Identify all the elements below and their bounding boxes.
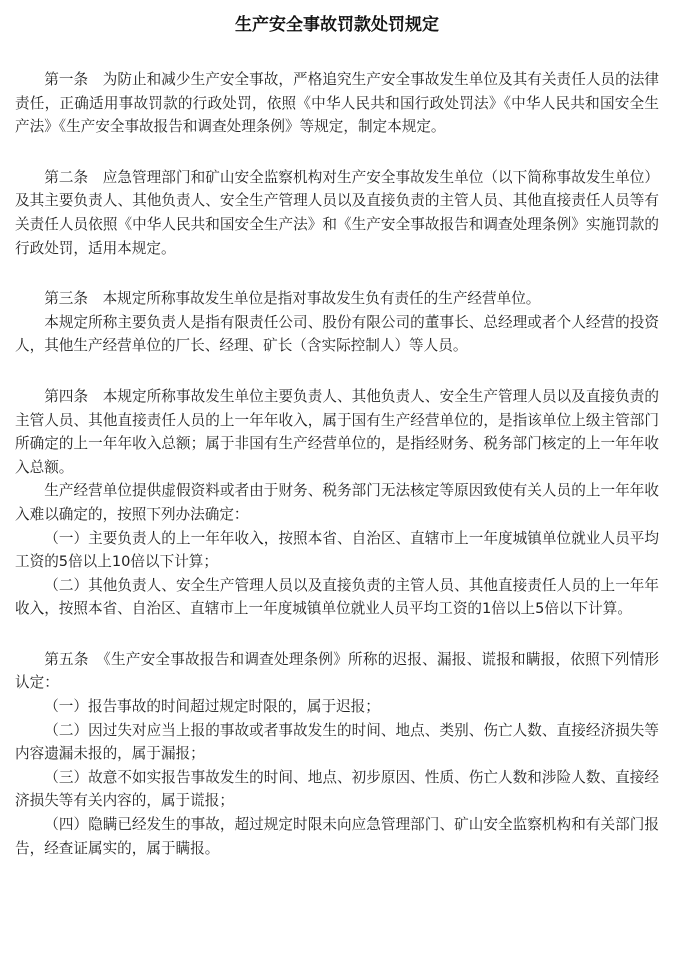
article-2 (15, 166, 659, 260)
article-4-paragraph-1: 第四条 本规定所称事故发生单位主要负责人、其他负责人、安全生产管理人员以及直接负责的主管人员、其他直接责任人员的上一年年收入，属于国有生产经营单位的，是指该单位上级主管部门所确定的上一年年收入总额；属于非国有生产经营单位的，是指经财务、税务部门核定的上一年年收入总额。 (15, 387, 659, 476)
article-5-paragraph-1: 第五条 《生产安全事故报告和调查处理条例》所称的迟报、漏报、谎报和瞒报，依照下列情形认定： (15, 650, 659, 692)
article-3 (15, 287, 659, 358)
article-5-item-3: （三）故意不如实报告事故发生的时间、地点、初步原因、性质、伤亡人数和涉险人数、直接经济损失等有关内容的，属于谎报； (15, 768, 659, 810)
document-title: 生产安全事故罚款处罚规定 (235, 15, 439, 35)
article-3-paragraph-1: 第三条 本规定所称事故发生单位是指对事故发生负有责任的生产经营单位。 (44, 290, 541, 308)
article-4-paragraph-2: 生产经营单位提供虚假资料或者由于财务、税务部门无法核定等原因致使有关人员的上一年年收入难以确定的，按照下列办法确定： (15, 482, 659, 523)
article-1 (15, 68, 659, 139)
article-2-paragraph-1: 第二条 应急管理部门和矿山安全监察机构对生产安全事故发生单位（以下简称事故发生单位）及其主要负责人、其他负责人、安全生产管理人员以及直接负责的主管人员、其他直接责任人员等有关责任人员依照《中华人民共和国安全生产法》和《生产安全事故报告和调查处理条例》实施罚款的行政处罚，适用本规定。 (15, 168, 659, 257)
article-5-item-1: （一）报告事故的时间超过规定时限的，属于迟报； (44, 698, 380, 716)
article-3-paragraph-2: 本规定所称主要负责人是指有限责任公司、股份有限公司的董事长、总经理或者个人经营的投资人，其他生产经营单位的厂长、经理、矿长（含实际控制人）等人员。 (15, 313, 659, 355)
article-5-item-2: （二）因过失对应当上报的事故或者事故发生的时间、地点、类别、伤亡人数、直接经济损失等内容遗漏未报的，属于漏报； (15, 721, 659, 763)
article-4-item-2: （二）其他负责人、安全生产管理人员以及直接负责的主管人员、其他直接责任人员的上一年年收入，按照本省、自治区、直辖市上一年度城镇单位就业人员平均工资的1倍以上5倍以下计算。 (15, 576, 659, 618)
article-5-item-4: （四）隐瞒已经发生的事故，超过规定时限未向应急管理部门、矿山安全监察机构和有关部门报告，经查证属实的，属于瞒报。 (15, 816, 659, 857)
article-4 (15, 385, 659, 621)
article-1-paragraph-1: 第一条 为防止和减少生产安全事故，严格追究生产安全事故发生单位及其有关责任人员的法律责任，正确适用事故罚款的行政处罚，依照《中华人民共和国行政处罚法》《中华人民共和国安全生产法》《生产安全事故报告和调查处理条例》等规定，制定本规定。 (15, 71, 659, 136)
article-5 (15, 648, 659, 860)
article-4-item-1: （一）主要负责人的上一年年收入，按照本省、自治区、直辖市上一年度城镇单位就业人员平均工资的5倍以上10倍以下计算； (15, 529, 659, 571)
